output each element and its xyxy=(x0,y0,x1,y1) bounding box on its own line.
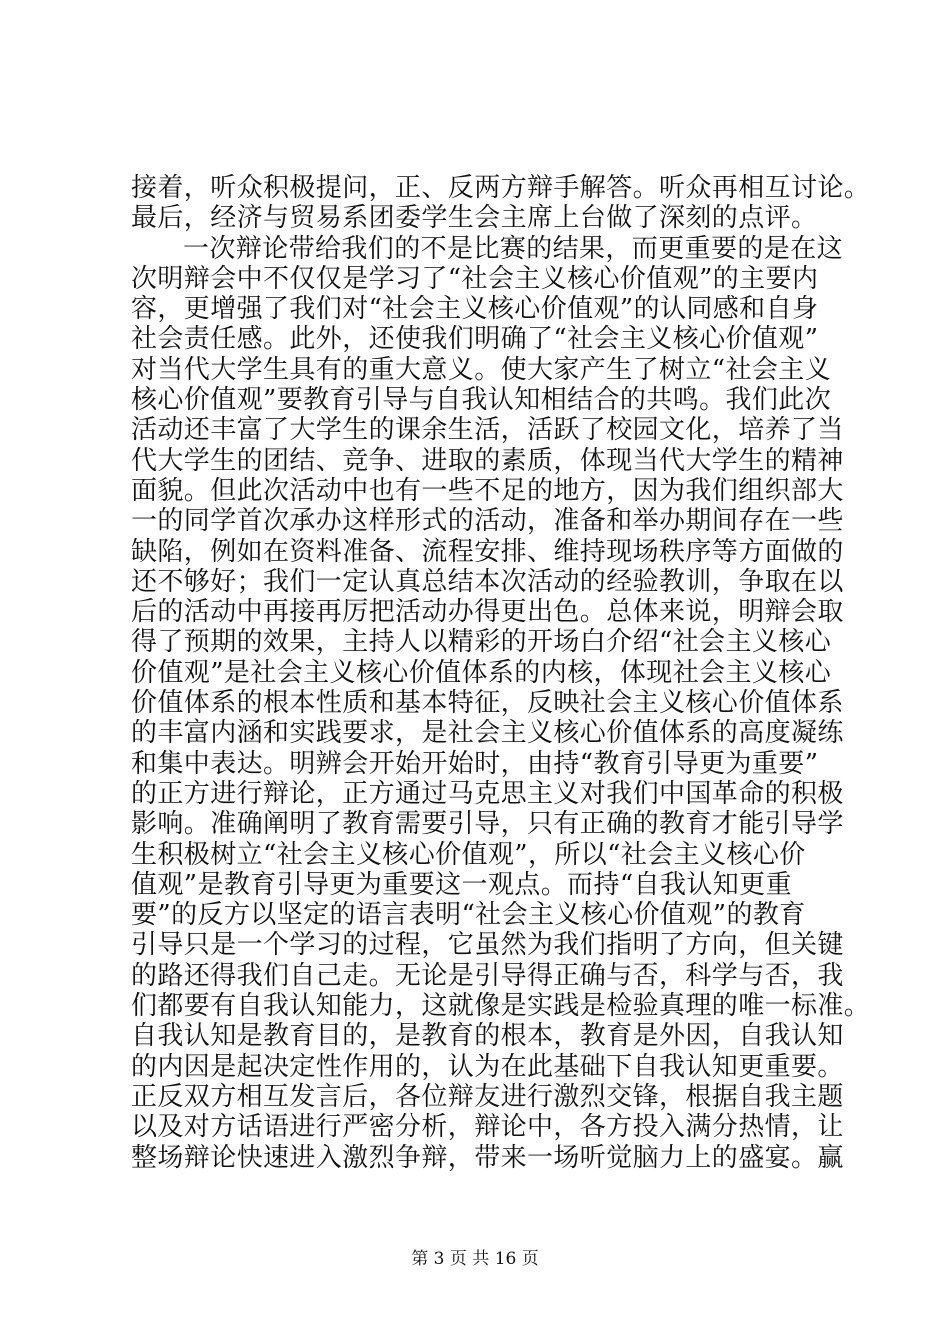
text-line: 接着，听众积极提问，正、反两方辩手解答。听众再相互讨论。 xyxy=(131,173,871,203)
text-line: 容，更增强了我们对“社会主义核心价值观”的认同感和自身 xyxy=(131,294,819,325)
text-line: 核心价值观”要教育引导与自我认知相结合的共鸣。我们此次 xyxy=(131,385,832,416)
text-line: 价值观”是社会主义核心价值体系的内核，体现社会主义核心 xyxy=(131,657,832,688)
text-line: 最后，经济与贸易系团委学生会主席上台做了深刻的点评。 xyxy=(131,203,818,234)
text-line: 引导只是一个学习的过程，它虽然为我们指明了方向，但关键 xyxy=(131,930,844,961)
text-line: 对当代大学生具有的重大意义。使大家产生了树立“社会主义 xyxy=(131,354,832,385)
text-line: 的内因是起决定性作用的，认为在此基础下自我认知更重要。 xyxy=(131,1051,844,1082)
text-line: 的路还得我们自己走。无论是引导得正确与否，科学与否，我 xyxy=(131,960,844,991)
text-line: 活动还丰富了大学生的课余生活，活跃了校园文化，培养了当 xyxy=(131,415,844,446)
text-line: 影响。准确阐明了教育需要引导，只有正确的教育才能引导学 xyxy=(131,809,844,840)
text-line: 缺陷，例如在资料准备、流程安排、维持现场秩序等方面做的 xyxy=(131,536,844,567)
text-line: 要”的反方以坚定的语言表明“社会主义核心价值观”的教育 xyxy=(131,900,806,931)
text-line: 正反双方相互发言后，各位辩友进行激烈交锋，根据自我主题 xyxy=(131,1081,844,1112)
text-line: 整场辩论快速进入激烈争辩，带来一场听觉脑力上的盛宴。赢 xyxy=(131,1142,844,1173)
text-line: 自我认知是教育目的，是教育的根本，教育是外因，自我认知 xyxy=(131,1021,844,1052)
text-line: 次明辩会中不仅仅是学习了“社会主义核心价值观”的主要内 xyxy=(131,263,819,294)
text-line: 以及对方话语进行严密分析，辩论中，各方投入满分热情，让 xyxy=(131,1112,844,1143)
page-number-label: 第 3 页 共 16 页 xyxy=(411,1249,539,1269)
page-footer xyxy=(0,1244,950,1269)
text-line: 代大学生的团结、竞争、进取的素质，体现当代大学生的精神 xyxy=(131,445,844,476)
text-line: 面貌。但此次活动中也有一些不足的地方，因为我们组织部大 xyxy=(131,475,844,506)
text-line: 生积极树立“社会主义核心价值观”，所以“社会主义核心价 xyxy=(131,839,806,870)
text-line: 后的活动中再接再厉把活动办得更出色。总体来说，明辩会取 xyxy=(131,597,844,628)
text-line: 价值体系的根本性质和基本特征，反映社会主义核心价值体系 xyxy=(131,688,844,719)
text-line: 和集中表达。明辨会开始开始时，由持“教育引导更为重要” xyxy=(131,748,819,779)
text-line: 得了预期的效果，主持人以精彩的开场白介绍“社会主义核心 xyxy=(131,627,832,658)
text-line: 还不够好；我们一定认真总结本次活动的经验教训，争取在以 xyxy=(131,566,844,597)
paragraph-start-line: 一次辩论带给我们的不是比赛的结果，而更重要的是在这 xyxy=(183,233,844,264)
body-text xyxy=(131,173,871,1173)
text-line: 们都要有自我认知能力，这就像是实践是检验真理的唯一标准。 xyxy=(131,991,871,1022)
text-line: 值观”是教育引导更为重要这一观点。而持“自我认知更重 xyxy=(131,869,792,900)
text-line: 社会责任感。此外，还使我们明确了“社会主义核心价值观” xyxy=(131,324,819,355)
text-line: 的正方进行辩论，正方通过马克思主义对我们中国革命的积极 xyxy=(131,778,844,809)
text-line: 一的同学首次承办这样形式的活动，准备和举办期间存在一些 xyxy=(131,506,844,537)
text-line: 的丰富内涵和实践要求，是社会主义核心价值体系的高度凝练 xyxy=(131,718,844,749)
